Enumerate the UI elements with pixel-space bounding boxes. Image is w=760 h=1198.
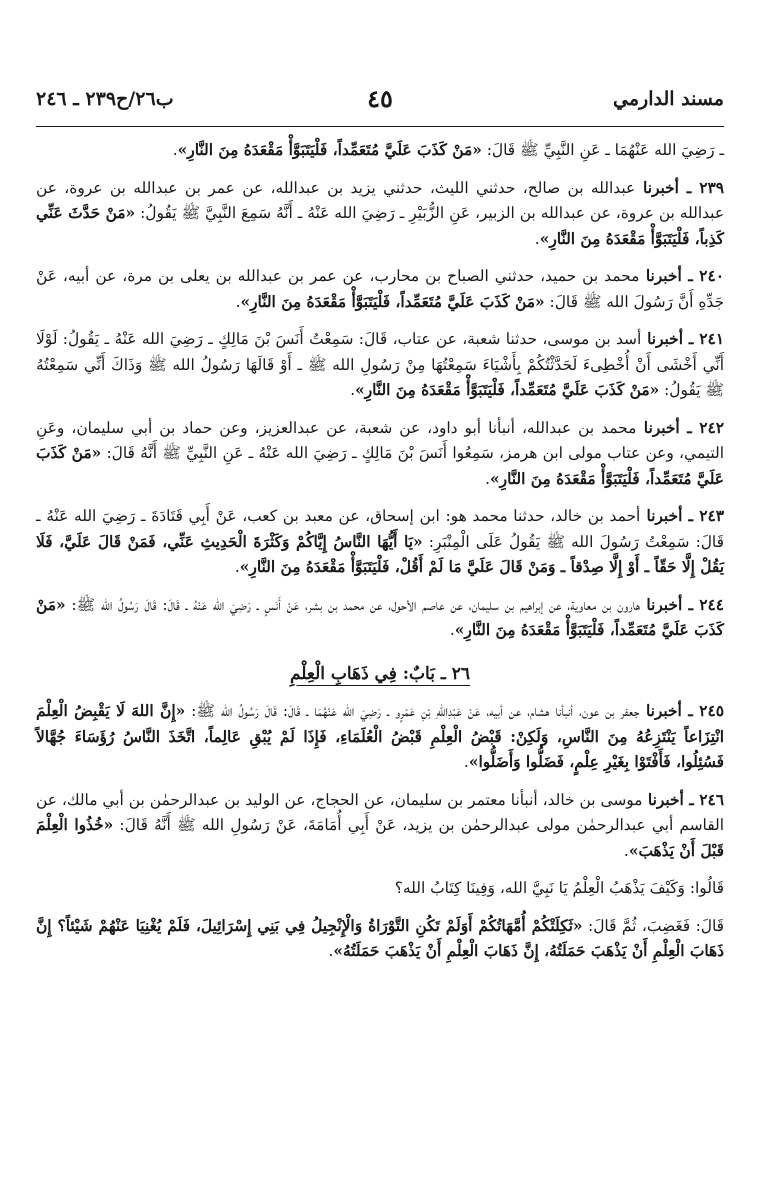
isnad-text: محمد بن حميد، حدثني الصباح بن محارب، عن عمر بن عبدالله بن يعلى بن مرة، عن أبيه، عَنْ جَدِّهِ أَنَّ رَسُولَ الله ﷺ قَالَ: [36, 267, 724, 311]
hadith-239: ٢٣٩ ـ أخبرنا عبدالله بن صالح، حدثني الليث، حدثني يزيد بن عبدالله، عن عمر بن عبدالله بن عروة، عن عبدالله بن عروة، عن عبدالله بن الزبير، عَنِ الزُّبَيْرِ ـ رَضِيَ الله عَنْهُ ـ أَنَّهُ سَمِعَ النَّبِيَّ ﷺ يَقُولُ: «مَنْ حَدَّثَ عَنِّي كَذِباً، فَلْيَتَبَوَّأْ مَقْعَدَهُ مِنَ النَّارِ». [36, 178, 724, 248]
hadith-240: ٢٤٠ ـ أخبرنا محمد بن حميد، حدثني الصباح بن محارب، عن عمر بن عبدالله بن يعلى بن مرة، عن أبيه، عَنْ جَدِّهِ أَنَّ رَسُولَ الله ﷺ قَالَ: «مَنْ كَذَبَ عَلَيَّ مُتَعَمِّداً، فَلْيَتَبَوَّأْ مَقْعَدَهُ مِنَ النَّارِ». [36, 267, 724, 311]
narration-lead: أخبرنا [639, 267, 682, 285]
hadith-number: ٢٤٤ ـ [682, 595, 724, 614]
narration-lead: أخبرنا [641, 330, 683, 348]
hadith-number: ٢٣٩ ـ [678, 178, 724, 197]
chapter-heading: ٢٦ ـ بَابٌ: فِي ذَهَابِ الْعِلْمِ [289, 663, 471, 684]
header-divider [36, 126, 724, 127]
hadith-quote: «مَنْ كَذَبَ عَلَيَّ مُتَعَمِّداً، فَلْيَتَبَوَّأْ مَقْعَدَهُ مِنَ النَّارِ» [355, 381, 660, 399]
hadith-246: ٢٤٦ ـ أخبرنا موسى بن خالد، أنبأنا معتمر بن سليمان، عن الحجاج، عن الوليد بن عبدالرحمٰن بن أبي مالك، عن القاسم أبي عبدالرحمٰن مولى عبدالرحمٰن بن يزيد، عَنْ أَبِي أُمَامَةَ، عَنْ رَسُولِ الله ﷺ أَنَّهُ قَالَ: «خُذُوا الْعِلْمَ قَبْلَ أَنْ يَذْهَبَ». [36, 790, 724, 860]
hadith-241: ٢٤١ ـ أخبرنا أسد بن موسى، حدثنا شعبة، عن عتاب، قَالَ: سَمِعْتُ أَنَسَ بْنَ مَالِكٍ ـ رَضِيَ الله عَنْهُ ـ يَقُولُ: لَوْلَا أَنِّي أَخْشَى أَنْ أُخْطِىءَ لَحَدَّثْتُكُمْ بِأَشْيَاءَ سَمِعْتُهَا مِنْ رَسُولِ الله ﷺ ـ أَوْ قَالَهَا رَسُولُ الله ﷺ وَذَاكَ أَنِّي سَمِعْتُهُ ﷺ يَقُولُ: «مَنْ كَذَبَ عَلَيَّ مُتَعَمِّداً، فَلْيَتَبَوَّأْ مَقْعَدَهُ مِنَ النَّارِ». [36, 330, 724, 399]
isnad-text: جعفر بن عون، أنبأنا هشام، عن أبيه، عَنْ عَبْدِاللهِ بْنِ عَمْرٍو ـ رَضِيَ الله عَنْهُمَا ـ قَالَ: قَالَ رَسُولُ الله ﷺ: [185, 702, 640, 720]
narration-lead: أخبرنا [636, 418, 680, 437]
hadith-quote: «مَنْ كَذَبَ عَلَيَّ مُتَعَمِّداً، فَلْيَتَبَوَّأْ مَقْعَدَهُ مِنَ النَّارِ» [36, 444, 724, 488]
narration-lead: أخبرنا [635, 178, 679, 197]
isnad-text: أحمد بن خالد، حدثنا محمد هو: ابن إسحاق، عن معبد بن كعب، عَنْ أَبِي قَتَادَةَ ـ رَضِيَ الله عَنْهُ ـ قَالَ: سَمِعْتُ رَسُولَ الله ﷺ يَقُولُ عَلَى الْمِنْبَرِ: [36, 507, 724, 551]
isnad-text: هارون بن معاوية، عن إبراهيم بن سليمان، عن عاصم الأحول، عن محمد بن بشر، عَنْ أَنَسٍ ـ رَضِيَ الله عَنْهُ ـ قَالَ: قَالَ رَسُولُ الله ﷺ: [65, 595, 641, 614]
page-number: ٤٥ [367, 84, 393, 113]
narration-lead: أخبرنا [639, 702, 682, 720]
isnad-text: محمد بن عبدالله، أنبأنا أبو داود، عن شعبة، عن عبدالعزيز، وعن حماد بن أبي سليمان، وعَنِ التيمي، وعن عتاب مولى ابن هرمز، سَمِعُوا أَنَسَ بْنَ مَالِكٍ ـ رَضِيَ الله عَنْهُ ـ عَنِ النَّبِيِّ ﷺ أَنَّهُ قَالَ: [36, 418, 724, 462]
hadith-continuation: ـ رَضِيَ الله عَنْهُمَا ـ عَنِ النَّبِيِّ ﷺ قَالَ: «مَنْ كَذَبَ عَلَيَّ مُتَعَمِّداً، فَلْيَتَبَوَّأْ مَقْعَدَهُ مِنَ النَّارِ». [172, 141, 724, 159]
isnad-text: موسى بن خالد، أنبأنا معتمر بن سليمان، عن الحجاج، عن الوليد بن عبدالرحمٰن بن أبي مالك، عن القاسم أبي عبدالرحمٰن مولى عبدالرحمٰن بن يزيد، عَنْ أَبِي أُمَامَةَ، عَنْ رَسُولِ الله ﷺ أَنَّهُ قَالَ: [36, 790, 724, 834]
hadith-quote: «يَا أَيُّهَا النَّاسُ إِيَّاكُمْ وَكَثْرَةَ الْحَدِيثِ عَنِّي، فَمَنْ قَالَ عَلَيَّ، فَلَا يَقُلْ إِلَّا حَقّاً ـ أَوْ إِلَّا صِدْقاً ـ وَمَنْ قَالَ عَلَيَّ مَا لَمْ أَقُلْ، فَلْيَتَبَوَّأْ مَقْعَدَهُ مِنَ النَّارِ» [36, 532, 724, 576]
hadith-quote: «مَنْ كَذَبَ عَلَيَّ مُتَعَمِّداً، فَلْيَتَبَوَّأْ مَقْعَدَهُ مِنَ النَّارِ» [240, 292, 545, 311]
hadith-quote: «مَنْ حَدَّثَ عَنِّي كَذِباً، فَلْيَتَبَوَّأْ مَقْعَدَهُ مِنَ النَّارِ» [36, 204, 724, 248]
page-header [36, 84, 724, 116]
hadith-242: ٢٤٢ ـ أخبرنا محمد بن عبدالله، أنبأنا أبو داود، عن شعبة، عن عبدالعزيز، وعن حماد بن أبي سليمان، وعَنِ التيمي، وعن عتاب مولى ابن هرمز، سَمِعُوا أَنَسَ بْنَ مَالِكٍ ـ رَضِيَ الله عَنْهُ ـ عَنِ النَّبِيِّ ﷺ أَنَّهُ قَالَ: «مَنْ كَذَبَ عَلَيَّ مُتَعَمِّداً، فَلْيَتَبَوَّأْ مَقْعَدَهُ مِنَ النَّارِ». [36, 418, 724, 488]
hadith-number: ٢٤١ ـ [682, 330, 724, 348]
hadith-number: ٢٤٠ ـ [681, 267, 724, 285]
hadith-quote: «خُذُوا الْعِلْمَ قَبْلَ أَنْ يَذْهَبَ» [36, 816, 724, 860]
isnad-text: أسد بن موسى، حدثنا شعبة، عن عتاب، قَالَ: سَمِعْتُ أَنَسَ بْنَ مَالِكٍ ـ رَضِيَ الله عَنْهُ ـ يَقُولُ: لَوْلَا أَنِّي أَخْشَى أَنْ أُخْطِىءَ لَحَدَّثْتُكُمْ بِأَشْيَاءَ سَمِعْتُهَا مِنْ رَسُولِ الله ﷺ ـ أَوْ قَالَهَا رَسُولُ الله ﷺ وَذَاكَ أَنِّي سَمِعْتُهُ ﷺ يَقُولُ: [36, 330, 724, 399]
hadith-245: ٢٤٥ ـ أخبرنا جعفر بن عون، أنبأنا هشام، عن أبيه، عَنْ عَبْدِاللهِ بْنِ عَمْرٍو ـ رَضِيَ الله عَنْهُمَا ـ قَالَ: قَالَ رَسُولُ الله ﷺ: «إِنَّ اللهَ لَا يَقْبِضُ الْعِلْمَ انْتِزَاعاً يَنْتَزِعُهُ مِنَ النَّاسِ، وَلَكِنْ: قَبْضُ الْعِلْمِ قَبْضُ الْعُلَمَاءِ، فَإِذَا لَمْ يُبْقِ عَالِماً، اتَّخَذَ النَّاسُ رُؤَسَاءَ جُهَّالاً فَسُئِلُوا، فَأَفْتَوْا بِغَيْرِ عِلْمٍ، فَضَلُّوا وَأَضَلُّوا». [36, 702, 724, 771]
page-body [36, 138, 724, 965]
hadith-range: ب٢٦/ح٢٣٩ ـ ٢٤٦ [36, 88, 174, 110]
hadith-number: ٢٤٦ ـ [683, 790, 724, 809]
hadith-246-question [36, 876, 724, 902]
narration-lead: أخبرنا [640, 507, 683, 525]
narration-text: قَالُوا: وَكَيْفَ يَذْهَبُ الْعِلْمُ يَا نَبِيَّ الله، وَفِينَا كِتَابُ الله؟ [394, 879, 724, 897]
hadith-quote: «مَنْ كَذَبَ عَلَيَّ مُتَعَمِّداً، فَلْيَتَبَوَّأْ مَقْعَدَهُ مِنَ النَّارِ» [177, 141, 482, 159]
hadith-246-answer: قَالَ: فَغَضِبَ، ثُمَّ قَالَ: «ثَكِلَتْكُمْ أُمَّهَاتُكُمْ أَوَلَمْ تَكُنِ التَّوْرَاةُ وَالْإِنْجِيلُ فِي بَنِي إِسْرَائِيلَ، فَلَمْ يُغْنِيَا عَنْهُمْ شَيْئاً؟ إِنَّ ذَهَابَ الْعِلْمِ أَنْ يَذْهَبَ حَمَلَتُهُ، إِنَّ ذَهَابَ الْعِلْمِ أَنْ يَذْهَبَ حَمَلَتُهُ». [36, 916, 724, 960]
hadith-number: ٢٤٥ ـ [681, 702, 724, 720]
hadith-quote: «مَنْ كَذَبَ عَلَيَّ مُتَعَمِّداً، فَلْيَتَبَوَّأْ مَقْعَدَهُ مِنَ النَّارِ» [36, 595, 724, 639]
hadith-244: ٢٤٤ ـ أخبرنا هارون بن معاوية، عن إبراهيم بن سليمان، عن عاصم الأحول، عن محمد بن بشر، عَنْ أَنَسٍ ـ رَضِيَ الله عَنْهُ ـ قَالَ: قَالَ رَسُولُ الله ﷺ: «مَنْ كَذَبَ عَلَيَّ مُتَعَمِّداً، فَلْيَتَبَوَّأْ مَقْعَدَهُ مِنَ النَّارِ». [36, 595, 724, 639]
hadith-243: ٢٤٣ ـ أخبرنا أحمد بن خالد، حدثنا محمد هو: ابن إسحاق، عن معبد بن كعب، عَنْ أَبِي قَتَادَةَ ـ رَضِيَ الله عَنْهُ ـ قَالَ: سَمِعْتُ رَسُولَ الله ﷺ يَقُولُ عَلَى الْمِنْبَرِ: «يَا أَيُّهَا النَّاسُ إِيَّاكُمْ وَكَثْرَةَ الْحَدِيثِ عَنِّي، فَمَنْ قَالَ عَلَيَّ، فَلَا يَقُلْ إِلَّا حَقّاً ـ أَوْ إِلَّا صِدْقاً ـ وَمَنْ قَالَ عَلَيَّ مَا لَمْ أَقُلْ، فَلْيَتَبَوَّأْ مَقْعَدَهُ مِنَ النَّارِ». [36, 507, 724, 576]
book-title: مسند الدارمي [613, 88, 724, 110]
hadith-number: ٢٤٣ ـ [682, 507, 724, 525]
narration-text: قَالَ: فَغَضِبَ، ثُمَّ قَالَ: [582, 916, 724, 935]
hadith-number: ٢٤٢ ـ [679, 418, 724, 437]
narration-lead: أخبرنا [642, 790, 684, 809]
narration-lead: أخبرنا [640, 595, 683, 614]
isnad-text: عبدالله بن صالح، حدثني الليث، حدثني يزيد بن عبدالله، عن عمر بن عبدالله بن عروة، عن عبدالله بن عروة، عن عبدالله بن الزبير، عَنِ الزُّبَيْرِ ـ رَضِيَ الله عَنْهُ ـ أَنَّهُ سَمِعَ النَّبِيَّ ﷺ يَقُولُ: [36, 178, 724, 222]
hadith-quote: «ثَكِلَتْكُمْ أُمَّهَاتُكُمْ أَوَلَمْ تَكُنِ التَّوْرَاةُ وَالْإِنْجِيلُ فِي بَنِي إِسْرَائِيلَ، فَلَمْ يُغْنِيَا عَنْهُمْ شَيْئاً؟ إِنَّ ذَهَابَ الْعِلْمِ أَنْ يَذْهَبَ حَمَلَتُهُ، إِنَّ ذَهَابَ الْعِلْمِ أَنْ يَذْهَبَ حَمَلَتُهُ» [36, 916, 724, 960]
hadith-quote: «إِنَّ اللهَ لَا يَقْبِضُ الْعِلْمَ انْتِزَاعاً يَنْتَزِعُهُ مِنَ النَّاسِ، وَلَكِنْ: قَبْضُ الْعِلْمِ قَبْضُ الْعُلَمَاءِ، فَإِذَا لَمْ يُبْقِ عَالِماً، اتَّخَذَ النَّاسُ رُؤَسَاءَ جُهَّالاً فَسُئِلُوا، فَأَفْتَوْا بِغَيْرِ عِلْمٍ، فَضَلُّوا وَأَضَلُّوا» [36, 702, 724, 771]
